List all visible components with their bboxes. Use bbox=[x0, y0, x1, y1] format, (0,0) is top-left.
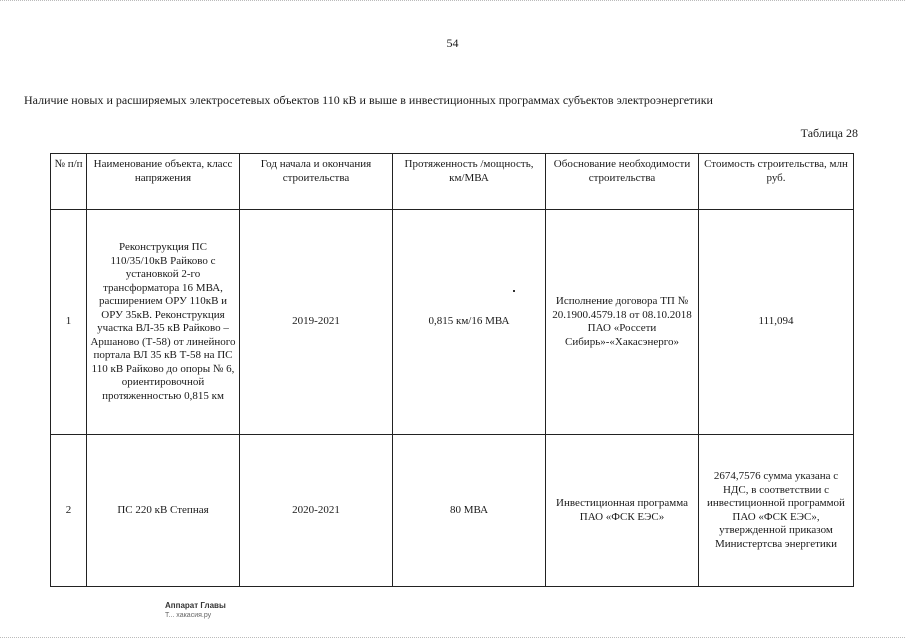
cell-cost: 2674,7576 сумма указана с НДС, в соответствии с инвестиционной программой ПАО «ФСК ЕЭС», утвержденной приказом Министертсва энергетики bbox=[699, 435, 854, 587]
header-years: Год начала и окончания строительства bbox=[240, 154, 393, 210]
cell-name: Реконструкция ПС 110/35/10кВ Райково с установкой 2-го трансформатора 16 МВА, расширением ОРУ 110кВ и ОРУ 35кВ. Реконструкция участка ВЛ-35 кВ Райково – Аршаново (Т-58) от линейного портала ВЛ 35 кВ Т-58 на ПС 110 кВ Райково до опоры № 6, ориентировочной протяженностью 0,815 км bbox=[87, 210, 240, 435]
cell-name: ПС 220 кВ Степная bbox=[87, 435, 240, 587]
table-row bbox=[51, 210, 854, 435]
page-number: 54 bbox=[446, 36, 459, 50]
header-num: № п/п bbox=[51, 154, 87, 210]
cell-basis: Исполнение договора ТП № 20.1900.4579.18 от 08.10.2018 ПАО «Россети Сибирь»-«Хакасэнерго» bbox=[546, 210, 699, 435]
table-header-row bbox=[51, 154, 854, 210]
stamp-line-1: Аппарат Главы bbox=[165, 601, 226, 610]
investment-objects-table bbox=[50, 153, 854, 587]
header-cost: Стоимость строительства, млн руб. bbox=[699, 154, 854, 210]
header-basis: Обоснование необходимости строительства bbox=[546, 154, 699, 210]
header-length-power: Протяженность /мощность, км/МВА bbox=[393, 154, 546, 210]
header-name: Наименование объекта, класс напряжения bbox=[87, 154, 240, 210]
cell-cost: 111,094 bbox=[699, 210, 854, 435]
scan-top-edge bbox=[0, 0, 905, 3]
cell-num: 1 bbox=[51, 210, 87, 435]
cell-length-power: 0,815 км/16 МВА bbox=[393, 210, 546, 435]
cell-basis: Инвестиционная программа ПАО «ФСК ЕЭС» bbox=[546, 435, 699, 587]
scan-speck bbox=[513, 290, 515, 292]
document-heading: Наличие новых и расширяемых электросетевых объектов 110 кВ и выше в инвестиционных программах субъектов электроэнергетики bbox=[24, 93, 713, 107]
table-label: Таблица 28 bbox=[800, 126, 858, 140]
cell-length-power: 80 МВА bbox=[393, 435, 546, 587]
registration-stamp bbox=[165, 601, 226, 621]
cell-years: 2019-2021 bbox=[240, 210, 393, 435]
scan-bottom-edge bbox=[0, 635, 905, 638]
cell-years: 2020-2021 bbox=[240, 435, 393, 587]
table-row bbox=[51, 435, 854, 587]
stamp-line-2: Т... хакасия.ру bbox=[165, 612, 212, 619]
cell-num: 2 bbox=[51, 435, 87, 587]
